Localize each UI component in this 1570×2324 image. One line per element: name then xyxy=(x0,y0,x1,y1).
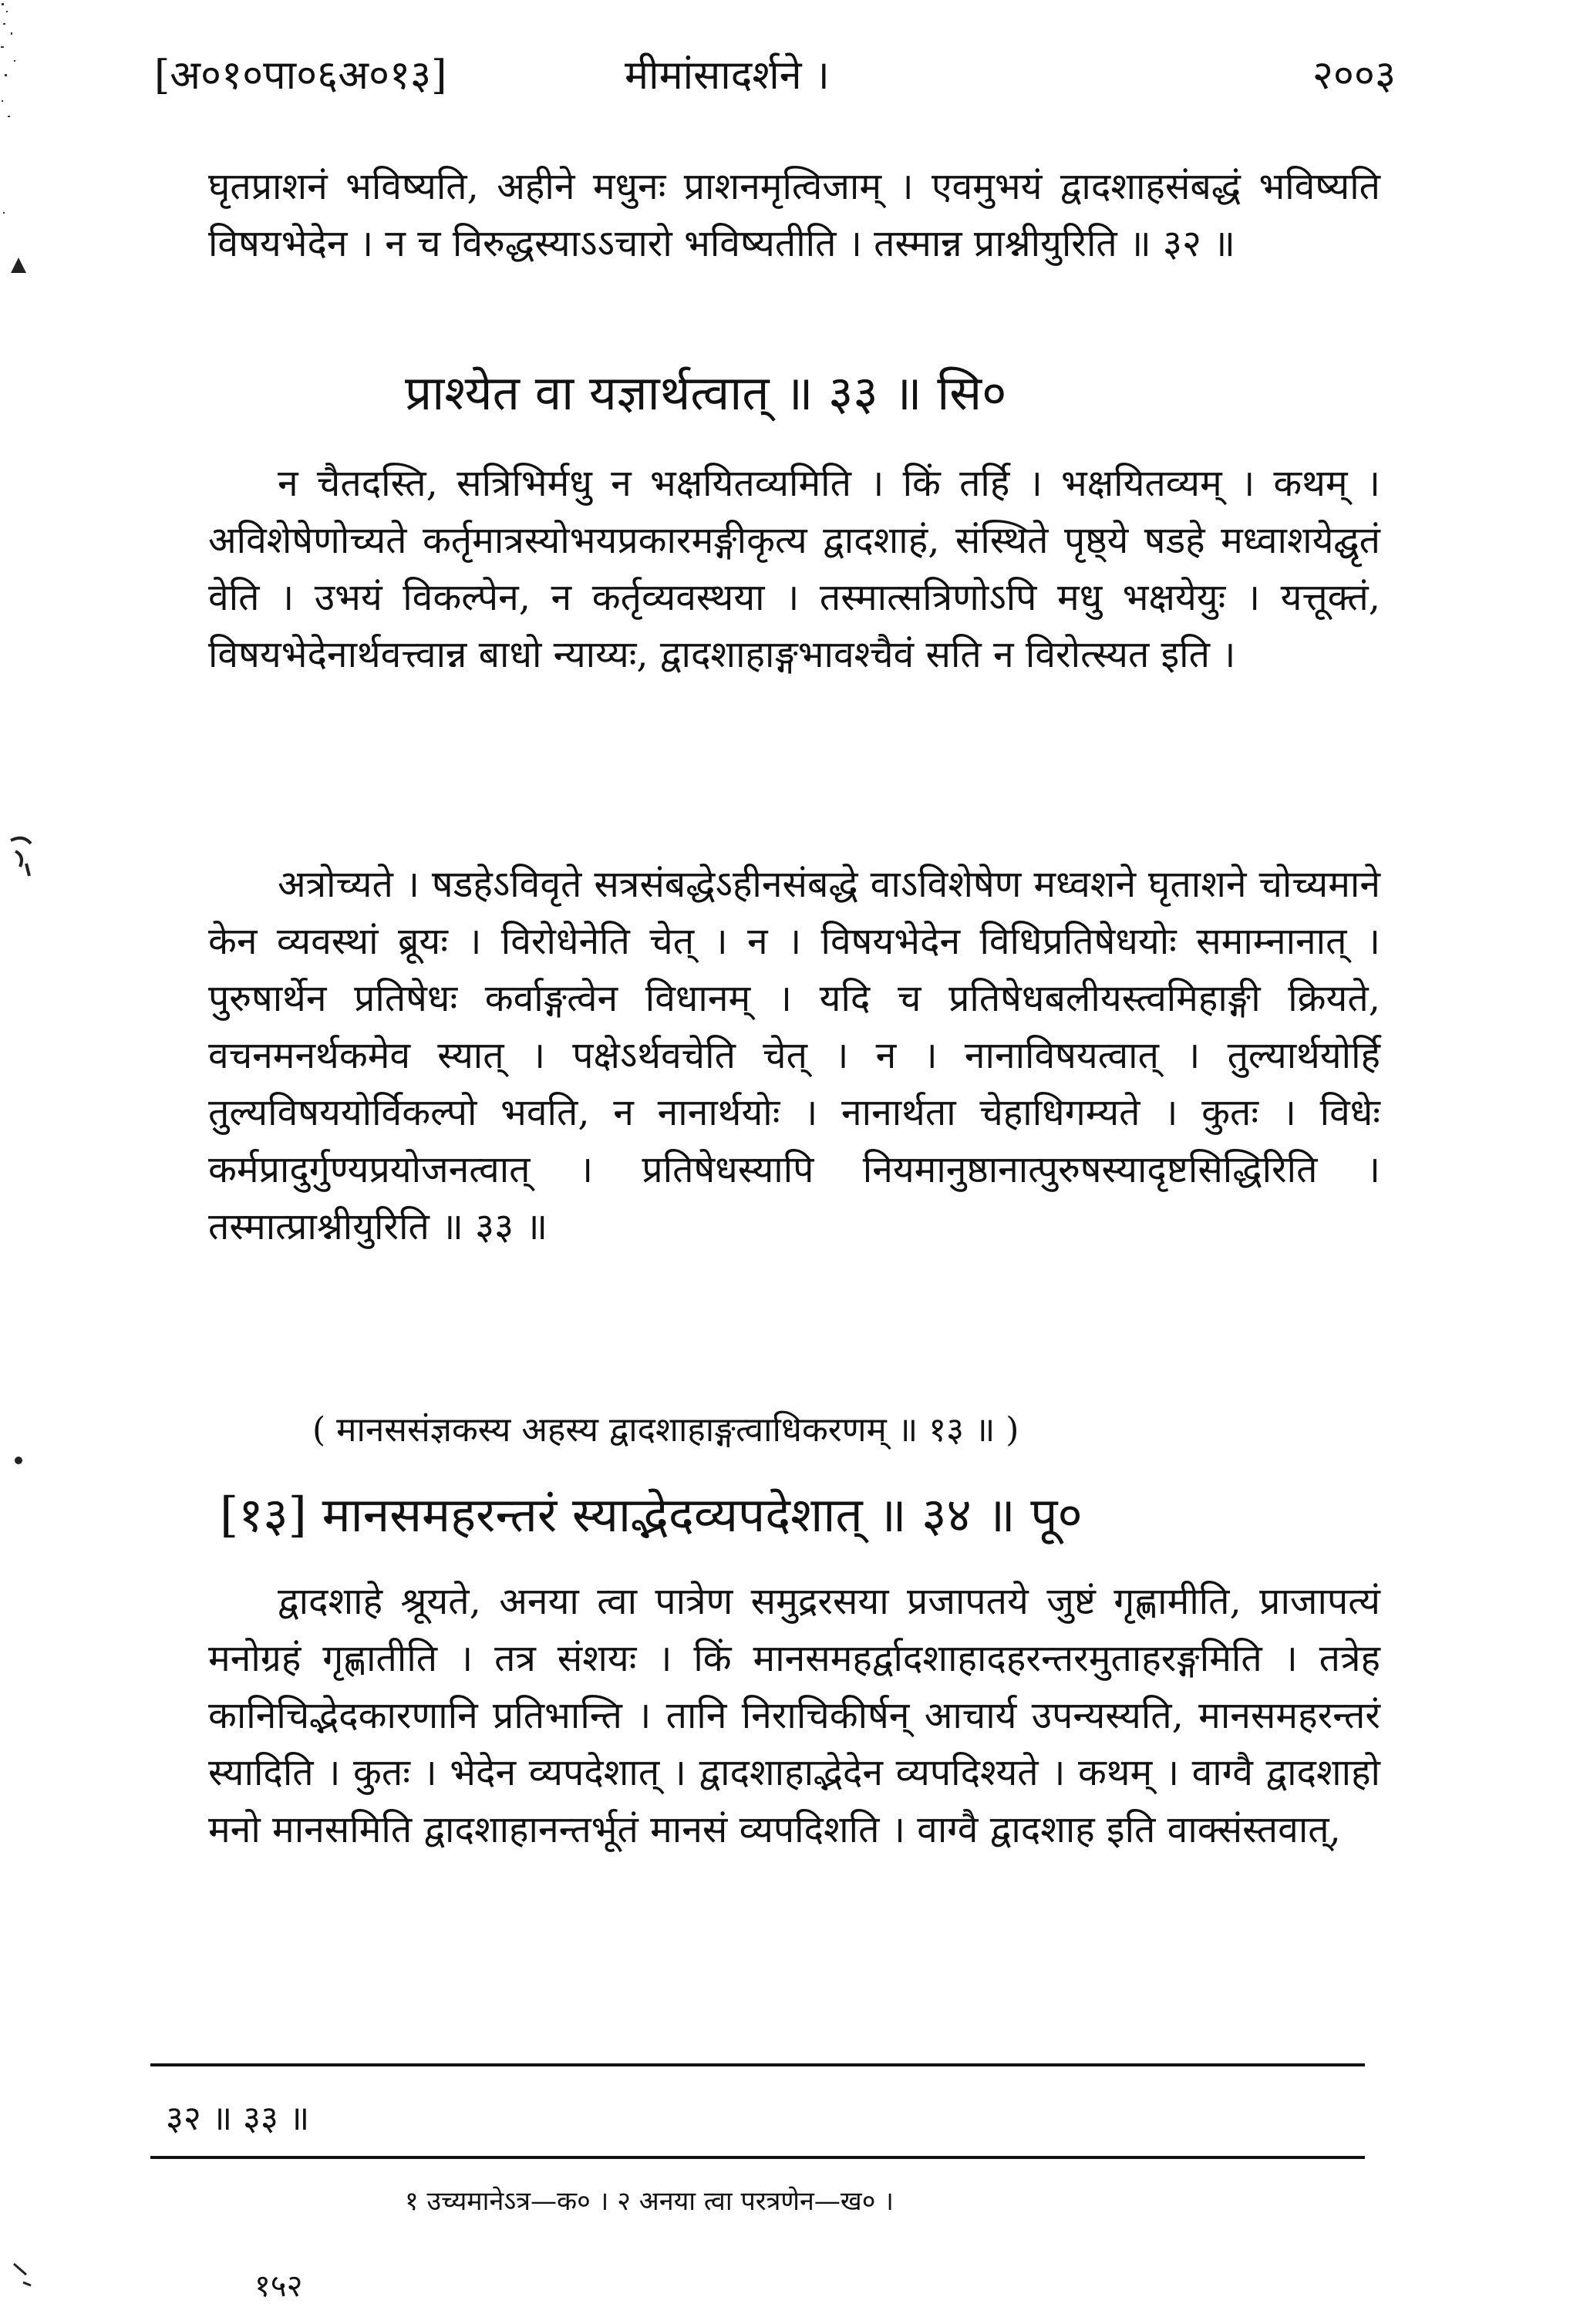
sutra-33-heading: प्राश्येत वा यज्ञार्थत्वात् ॥ ३३ ॥ सि० xyxy=(405,365,1007,421)
margin-mark-2 xyxy=(8,833,39,879)
page-number: २००३ xyxy=(1312,52,1396,99)
paragraph-text: घृतप्राशनं भविष्यति, अहीने मधुनः प्राशनमृत्विजाम् । एवमुभयं द्वादशाहसंबद्धं भविष्यति विषयभेदेन । न च विरुद्धस्याऽऽचारो भविष्यतीति । तस्मान्न प्राश्नीयुरिति ॥ ३२ ॥ xyxy=(208,165,1380,265)
running-title: मीमांसादर्शने । xyxy=(625,52,830,99)
scan-edge-speckle xyxy=(0,0,31,2324)
paragraph-text: द्वादशाहे श्रूयते, अनया त्वा पात्रेण समुद्ररसया प्रजापतये जुष्टं गृह्णामीति, प्राजापत्यं मनोग्रहं गृह्णातीति । तत्र संशयः । किं मानसमहर्द्वादशाहादहरन्तरमुताहरङ्गमिति । तत्रेह कानिचिद्भेदकारणानि प्रतिभान्ति । तानि निराचिकीर्षन् आचार्य उपन्यस्यति, मानसमहरन्तरं स्यादिति । कुतः । भेदेन व्यपदेशात् । द्वादशाहाद्भेदेन व्यपदिश्यते । कथम् । वाग्वै द्वादशाहो मनो मानसमिति द्वादशाहानन्तर्भूतं मानसं व्यपदिशति । वाग्वै द्वादशाह इति वाक्संस्तवात्, xyxy=(208,1580,1380,1851)
commentary-paragraph-4 xyxy=(208,1573,1380,1858)
margin-mark-4 xyxy=(11,2259,42,2290)
margin-mark-3 xyxy=(9,1450,32,1473)
footnote: १ उच्यमानेऽत्र—क० । २ अनया त्वा परत्रणेन—ख० । xyxy=(405,2186,894,2217)
printer-signature: १५२ xyxy=(254,2268,303,2304)
margin-mark-1 xyxy=(8,254,31,278)
commentary-paragraph-1 xyxy=(208,158,1380,272)
footnote-divider-top xyxy=(150,2063,1365,2066)
commentary-paragraph-3 xyxy=(208,856,1380,1255)
margin-references: ३२ ॥ ३३ ॥ xyxy=(166,2099,310,2138)
section-reference: [अ०१०पा०६अ०१३] xyxy=(154,52,447,99)
adhikarana-title: ( मानससंज्ञकस्य अहस्य द्वादशाहाङ्गत्वाधिकरणम् ॥ १३ ॥ ) xyxy=(312,1410,1019,1450)
footnote-divider-bottom xyxy=(150,2156,1365,2159)
paragraph-text: अत्रोच्यते । षडहेऽविवृते सत्रसंबद्धेऽहीनसंबद्धे वाऽविशेषेण मध्वशने घृताशने चोच्यमाने केन व्यवस्थां ब्रूयः । विरोधेनेति चेत् । न । विषयभेदेन विधिप्रतिषेधयोः समाम्नानात् । पुरुषार्थेन प्रतिषेधः कर्वाङ्गत्वेन विधानम् । यदि च प्रतिषेधबलीयस्त्वमिहाङ्गी क्रियते, वचनमनर्थकमेव स्यात् । पक्षेऽर्थवचेति चेत् । न । नानाविषयत्वात् । तुल्यार्थयोर्हि तुल्यविषययोर्विकल्पो भवति, न नानार्थयोः । नानार्थता चेहाधिगम्यते । कुतः । विधेः कर्मप्रादुर्गुण्यप्रयोजनत्वात् । प्रतिषेधस्यापि नियमानुष्ठानात्पुरुषस्यादृष्टसिद्धिरिति । तस्मात्प्राश्नीयुरिति ॥ ३३ ॥ xyxy=(208,863,1380,1248)
commentary-paragraph-2 xyxy=(208,455,1380,683)
paragraph-text: न चैतदस्ति, सत्रिभिर्मधु न भक्षयितव्यमिति । किं तर्हि । भक्षयितव्यम् । कथम् । अविशेषेणोच्यते कर्तृमात्रस्योभयप्रकारमङ्गीकृत्य द्वादशाहं, संस्थिते पृष्ठ्ये षडहे मध्वाशयेद्घृतं वेति । उभयं विकल्पेन, न कर्तृव्यवस्थया । तस्मात्सत्रिणोऽपि मधु भक्षयेयुः । यत्तूक्तं, विषयभेदेनार्थवत्त्वान्न बाधो न्याय्यः, द्वादशाहाङ्गभावश्चैवं सति न विरोत्स्यत इति । xyxy=(208,462,1380,676)
sutra-34-heading: [१३] मानसमहरन्तरं स्याद्भेदव्यपदेशात् ॥ ३४ ॥ पू० xyxy=(220,1487,1083,1543)
running-header xyxy=(154,45,1396,106)
